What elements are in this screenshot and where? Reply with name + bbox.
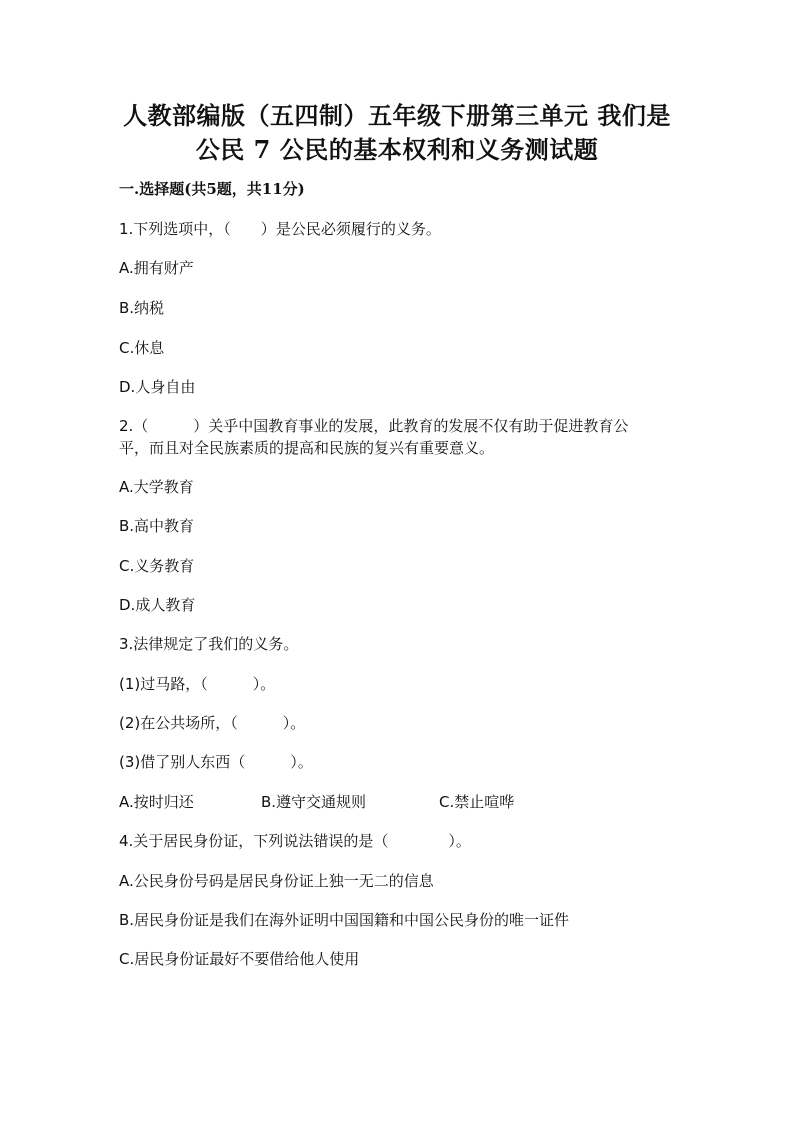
section-heading: 一.选择题(共5题，共11分) (119, 180, 305, 198)
question-4-option-a: A.公民身份号码是居民身份证上独一无二的信息 (119, 872, 434, 890)
question-1-stem: 1.下列选项中，（ ）是公民必须履行的义务。 (119, 220, 441, 238)
question-4-option-c: C.居民身份证最好不要借给他人使用 (119, 950, 360, 968)
question-4-option-b: B.居民身份证是我们在海外证明中国国籍和中国公民身份的唯一证件 (119, 911, 570, 929)
question-3-part-3: (3)借了别人东西（ ）。 (119, 753, 313, 771)
question-3-part-2: (2)在公共场所，（ ）。 (119, 714, 306, 732)
page-title-line-2: 公民 7 公民的基本权利和义务测试题 (195, 135, 599, 164)
question-2-option-d: D.成人教育 (119, 596, 196, 614)
question-3-option-a: A.按时归还 (119, 793, 194, 811)
question-1-option-c: C.休息 (119, 339, 165, 357)
question-3-part-1: (1)过马路，（ ）。 (119, 675, 276, 693)
question-2-stem-line-1: 2.（ ）关乎中国教育事业的发展，此教育的发展不仅有助于促进教育公 (119, 417, 629, 435)
question-3-option-c: C.禁止喧哗 (439, 793, 515, 811)
page-title-line-1: 人教部编版（五四制）五年级下册第三单元 我们是 (123, 101, 671, 130)
question-4-stem: 4.关于居民身份证，下列说法错误的是（ ）。 (119, 832, 471, 850)
question-2-stem-line-2: 平，而且对全民族素质的提高和民族的复兴有重要意义。 (119, 439, 495, 457)
question-3-stem: 3.法律规定了我们的义务。 (119, 635, 299, 653)
question-2-option-b: B.高中教育 (119, 517, 195, 535)
question-1-option-a: A.拥有财产 (119, 259, 194, 277)
question-1-option-b: B.纳税 (119, 299, 165, 317)
question-2-option-c: C.义务教育 (119, 557, 195, 575)
question-3-option-b: B.遵守交通规则 (261, 793, 367, 811)
question-2-option-a: A.大学教育 (119, 478, 194, 496)
question-1-option-d: D.人身自由 (119, 378, 196, 396)
